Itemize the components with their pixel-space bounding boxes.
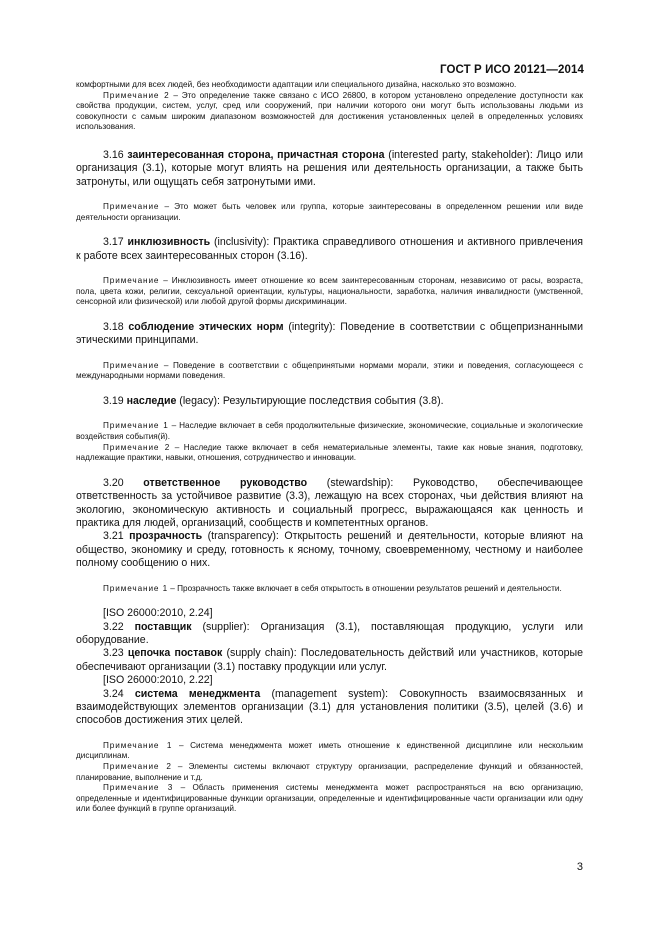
term-name: цепочка поставок (127, 647, 223, 660)
note-label: Примечание 3 (103, 783, 174, 793)
term-3-22 (76, 621, 583, 648)
term-name: поставщик (134, 620, 192, 633)
note-3-17 (76, 276, 583, 308)
note-text: – Наследие также включает в себя нематериальные элементы, такие как новые знания, подготовку, надлежащие практики, навыки, отношения, сотрудничество и инновации. (76, 442, 583, 463)
note-text: – Это определение также связано с ИСО 26800, в котором установлено определение доступности как свойства продукции, систем, услуг, сред или сооружений, при наличии которого они могут быть использованы людьми из совокупности с самым широким диапазоном возможностей для достижения установленных целей в определенных условиях использования. (76, 90, 583, 132)
term-3-21 (76, 530, 583, 570)
term-3-19 (76, 395, 583, 408)
note-label: Примечание 2 (103, 442, 171, 452)
term-definition: (supplier): Организация (3.1), поставляющая продукцию, услуги или оборудование. (76, 620, 583, 646)
note-3-19-2 (76, 443, 583, 464)
note-text: – Наследие включает в себя продолжительные физические, экономические, социальные и экологические воздействия события(й). (76, 421, 583, 441)
document-body (76, 80, 583, 815)
term-definition: (supply chain): Последовательность действий или участников, которые обеспечивают организации (3.1) поставку продукции или услуг. (76, 647, 584, 673)
term-number: 3.22 (103, 620, 135, 633)
standard-header: ГОСТ Р ИСО 20121—2014 (439, 64, 584, 76)
note-label: Примечание 1 (103, 740, 173, 750)
term-3-20 (76, 477, 583, 531)
term-definition: (interested party, stakeholder): Лицо или организация (3.1), которые могут влиять на решения или деятельность организации, а также быть затронуты, или ощущать себя затронутыми ими. (76, 148, 583, 188)
term-name: заинтересованная сторона, причастная сторона (127, 148, 385, 161)
term-definition: (integrity): Поведение в соответствии с общепризнанными этическими принципами. (76, 320, 584, 347)
term-name: наследие (126, 394, 177, 407)
term-number: 3.16 (103, 148, 128, 161)
note-label: Примечание (103, 276, 160, 286)
note-text: – Система менеджмента может иметь отношение к единственной дисциплине или нескольким дисциплинам. (76, 740, 583, 761)
term-3-18 (76, 321, 583, 348)
reference-3-23: [ISO 26000:2010, 2.22] (103, 674, 213, 687)
note-label: Примечание (103, 202, 160, 212)
term-definition: (transparency): Открытость решений и деятельности, которые влияют на общество, экономику и среду, готовность к ясному, точному, своевременному, честному и наиболее полному сообщению о них. (76, 530, 584, 570)
term-number: 3.24 (103, 687, 135, 700)
note-3-21 (76, 584, 583, 595)
note-3-16 (76, 202, 583, 223)
note-label: Примечание (103, 360, 160, 370)
term-name: соблюдение этических норм (128, 320, 284, 333)
term-3-23 (76, 647, 583, 674)
term-name: инклюзивность (127, 236, 211, 249)
note-text: – Поведение в соответствии с общепринятыми нормами морали, этики и поведения, согласующееся с международными нормами поведения. (76, 360, 583, 381)
term-3-17 (76, 236, 583, 263)
note-label: Примечание 2 (103, 90, 170, 100)
term-number: 3.18 (103, 320, 129, 333)
reference-3-21: [ISO 26000:2010, 2.24] (103, 607, 213, 620)
term-number: 3.23 (103, 647, 128, 660)
note-label: Примечание 1 (103, 421, 169, 431)
term-number: 3.21 (103, 530, 130, 543)
term-number: 3.19 (103, 394, 127, 407)
term-definition: (legacy): Результирующие последствия события (3.8). (176, 394, 444, 407)
term-name: система менеджмента (134, 687, 261, 700)
term-3-16 (76, 149, 583, 189)
note-text: – Инклюзивность имеет отношение ко всем заинтересованным сторонам, независимо от расы, возраста, пола, цвета кожи, религии, сексуальной ориентации, культуры, национальности, заработка, наличия инвалидности (умственной, сенсорной или физической) или любой другой формы дискриминации. (76, 276, 583, 307)
note-3-24-2 (76, 762, 583, 783)
note-3-19-1 (76, 421, 583, 442)
note-text: – Область применения системы менеджмента может распространяться на всю организацию, определенные и идентифицированные функции организации, определенные и идентифицированные части организации или одну или более функций в группе организаций. (76, 783, 583, 814)
note-text: – Прозрачность также включает в себя открытость в отношении результатов решений и деятельности. (168, 583, 562, 593)
term-definition: (management system): Совокупность взаимосвязанных и взаимодействующих элементов организации (3.1) для установления политики (3.5), целей (3.6) и способов достижения этих целей. (76, 687, 583, 727)
term-definition: (inclusivity): Практика справедливого отношения и активного привлечения к работе всех заинтересованных сторон (3.16). (76, 236, 583, 262)
term-definition: (stewardship): Руководство, обеспечивающее ответственность за устойчивое развитие (3.3), лежащую на всех сторонах, чьи действия влияют на экологию, экономическую активность и социальный прогресс, выражающаяся как ценность и практика для людей, организаций, сообществ и компетентных органов. (76, 476, 583, 529)
note-3-18 (76, 361, 583, 382)
note-3-24-3 (76, 783, 583, 815)
note-text: – Элементы системы включают структуру организации, распределение функций и обязанностей, планирование, выполнение и т.д. (76, 762, 583, 782)
note-label: Примечание 1 (103, 583, 169, 593)
term-number: 3.17 (103, 236, 128, 249)
term-name: прозрачность (129, 530, 203, 543)
note-text: – Это может быть человек или группа, которые заинтересованы в определенном решении или виде деятельности организации. (76, 202, 583, 222)
note-accessibility-2 (76, 91, 583, 133)
note-label: Примечание 2 (103, 762, 172, 772)
note-3-24-1 (76, 741, 583, 762)
page-number: 3 (576, 861, 583, 873)
term-name: ответственное руководство (143, 476, 308, 489)
term-number: 3.20 (103, 476, 144, 489)
term-3-24 (76, 688, 583, 728)
continued-paragraph: комфортными для всех людей, без необходимости адаптации или специального дизайна, насколько это возможно. (76, 80, 517, 89)
